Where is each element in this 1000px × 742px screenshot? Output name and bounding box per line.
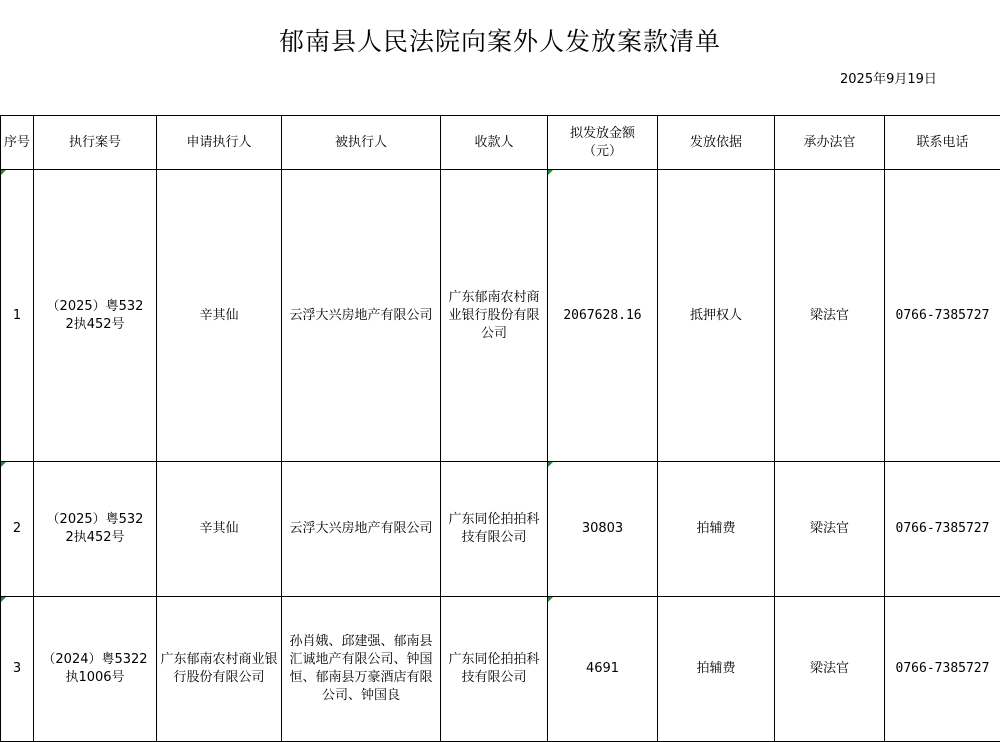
header-judge: 承办法官 — [775, 116, 885, 170]
cell-respondent: 云浮大兴房地产有限公司 — [282, 462, 441, 597]
cell-seq: 3 — [1, 597, 34, 742]
cell-seq: 2 — [1, 462, 34, 597]
cell-basis: 抵押权人 — [658, 170, 775, 462]
cell-judge: 梁法官 — [775, 597, 885, 742]
header-case-no: 执行案号 — [34, 116, 157, 170]
cell-case-no: （2025）粤5322执452号 — [34, 462, 157, 597]
cell-respondent: 孙肖娥、邱建强、郁南县汇诚地产有限公司、钟国恒、郁南县万豪酒店有限公司、钟国良 — [282, 597, 441, 742]
cell-payee: 广东同伦拍拍科技有限公司 — [441, 597, 548, 742]
cell-respondent: 云浮大兴房地产有限公司 — [282, 170, 441, 462]
header-amount: 拟发放金额（元） — [548, 116, 658, 170]
cell-judge: 梁法官 — [775, 170, 885, 462]
cell-payee: 广东同伦拍拍科技有限公司 — [441, 462, 548, 597]
cell-applicant: 广东郁南农村商业银行股份有限公司 — [157, 597, 282, 742]
cell-judge: 梁法官 — [775, 462, 885, 597]
disbursement-table — [0, 115, 1000, 742]
cell-basis: 拍辅费 — [658, 597, 775, 742]
table-row — [1, 170, 1000, 462]
header-payee: 收款人 — [441, 116, 548, 170]
cell-phone: 0766-7385727 — [885, 597, 1000, 742]
table-row — [1, 462, 1000, 597]
table-row — [1, 597, 1000, 742]
table-header-row — [1, 116, 1000, 170]
header-basis: 发放依据 — [658, 116, 775, 170]
header-applicant: 申请执行人 — [157, 116, 282, 170]
header-phone: 联系电话 — [885, 116, 1000, 170]
document-date: 2025年9月19日 — [840, 72, 937, 87]
cell-amount: 30803 — [548, 462, 658, 597]
cell-payee: 广东郁南农村商业银行股份有限公司 — [441, 170, 548, 462]
cell-phone: 0766-7385727 — [885, 170, 1000, 462]
cell-seq: 1 — [1, 170, 34, 462]
cell-amount: 4691 — [548, 597, 658, 742]
cell-applicant: 辛其仙 — [157, 170, 282, 462]
document-title: 郁南县人民法院向案外人发放案款清单 — [278, 27, 721, 56]
cell-phone: 0766-7385727 — [885, 462, 1000, 597]
cell-case-no: （2024）粤5322执1006号 — [34, 597, 157, 742]
cell-applicant: 辛其仙 — [157, 462, 282, 597]
cell-basis: 拍辅费 — [658, 462, 775, 597]
cell-case-no: （2025）粤5322执452号 — [34, 170, 157, 462]
header-seq: 序号 — [1, 116, 34, 170]
cell-amount: 2067628.16 — [548, 170, 658, 462]
header-respondent: 被执行人 — [282, 116, 441, 170]
